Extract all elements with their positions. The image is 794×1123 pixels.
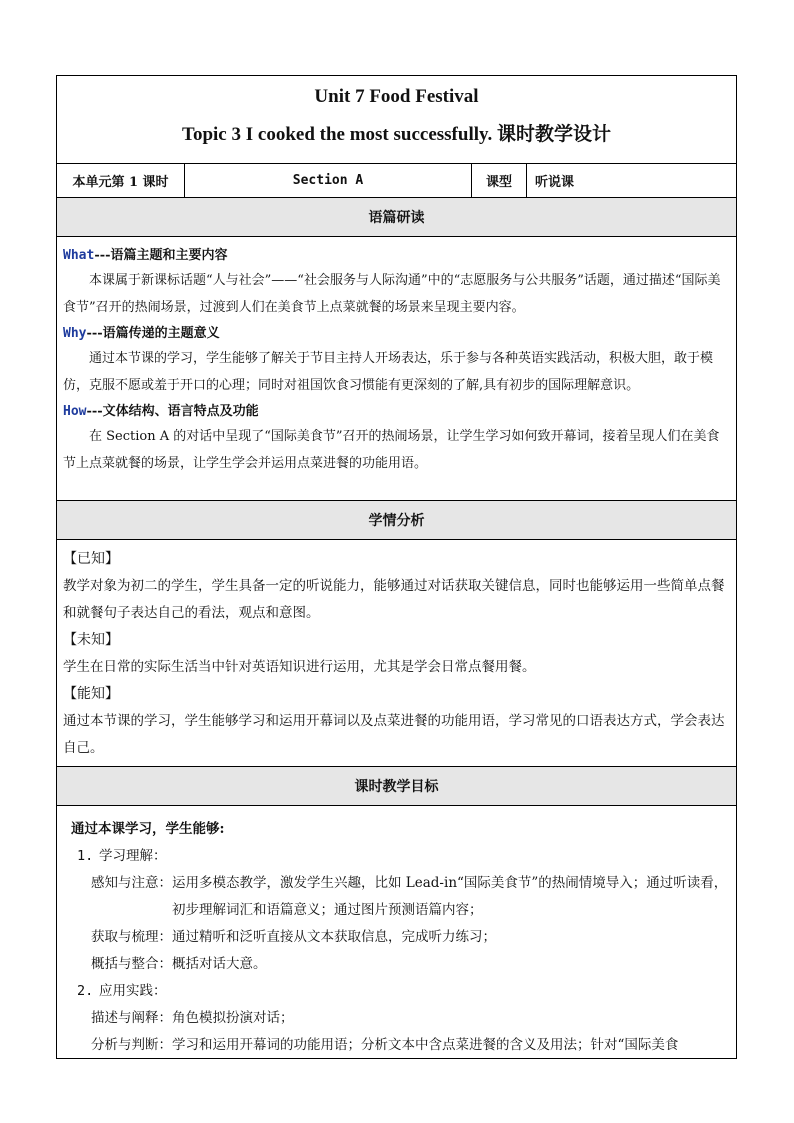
analysis-section-body bbox=[57, 540, 736, 767]
goal-item-text: 运用多模态教学，激发学生兴趣，比如 Lead-in“国际美食节”的热闹情境导入；通过听读看，初步理解词汇和语篇意义；通过图片预测语篇内容； bbox=[172, 875, 728, 918]
analysis-section-header: 学情分析 bbox=[57, 501, 736, 540]
goals-section-header: 课时教学目标 bbox=[57, 767, 736, 806]
unit-title: Unit 7 Food Festival bbox=[314, 86, 479, 107]
how-title: ---文体结构、语言特点及功能 bbox=[86, 404, 259, 419]
goal-item-label: 概括与整合： bbox=[91, 956, 172, 972]
lesson-number-cell: 本单元第 1 课时 bbox=[57, 164, 185, 197]
title-block bbox=[57, 76, 736, 164]
goal-item bbox=[71, 951, 728, 978]
lesson-plan-table bbox=[56, 75, 737, 1059]
what-keyword: What bbox=[63, 248, 95, 263]
what-paragraph: 本课属于新课标话题“人与社会”——“社会服务与人际沟通”中的“志愿服务与公共服务”话题，通过描述“国际美食节”召开的热闹场景，过渡到人们在美食节上点菜就餐的场景来呈现主要内容。 bbox=[63, 273, 721, 315]
known-text: 教学对象为初二的学生，学生具备一定的听说能力，能够通过对话获取关键信息，同时也能够运用一些简单点餐和就餐句子表达自己的看法，观点和意图。 bbox=[63, 578, 725, 621]
goals-section-body bbox=[57, 806, 736, 1059]
able-label: 【能知】 bbox=[63, 686, 119, 702]
goal-group-2-title: 应用实践： bbox=[99, 983, 167, 999]
reading-section-body bbox=[57, 237, 736, 501]
goal-item-text: 学习和运用开幕词的功能用语；分析文本中含点菜进餐的含义及用法；针对“国际美食 bbox=[172, 1037, 679, 1053]
how-keyword: How bbox=[63, 404, 87, 419]
topic-title: Topic 3 I cooked the most successfully. 课时教学设计 bbox=[182, 124, 611, 145]
section-cell: Section A bbox=[185, 164, 472, 197]
goal-item-text: 角色模拟扮演对话； bbox=[172, 1010, 294, 1026]
known-label: 【已知】 bbox=[63, 551, 119, 567]
goal-group-1-number: 1. bbox=[77, 848, 94, 864]
goal-item-label: 感知与注意： bbox=[91, 875, 172, 891]
reading-section-header: 语篇研读 bbox=[57, 198, 736, 237]
what-title: ---语篇主题和主要内容 bbox=[94, 248, 228, 263]
goal-item-label: 获取与梳理： bbox=[91, 929, 172, 945]
why-title: ---语篇传递的主题意义 bbox=[86, 326, 220, 341]
goals-intro: 通过本课学习，学生能够: bbox=[71, 821, 225, 837]
goal-item-label: 描述与阐释： bbox=[91, 1010, 172, 1026]
type-value-cell: 听说课 bbox=[535, 175, 575, 190]
unknown-text: 学生在日常的实际生活当中针对英语知识进行运用，尤其是学会日常点餐用餐。 bbox=[63, 659, 536, 675]
goal-item bbox=[71, 1005, 728, 1032]
goal-group-2 bbox=[71, 978, 728, 1005]
unknown-label: 【未知】 bbox=[63, 632, 119, 648]
goal-group-1 bbox=[71, 843, 728, 870]
goal-item-text: 概括对话大意。 bbox=[172, 956, 267, 972]
why-subheading bbox=[63, 325, 730, 343]
goal-group-2-number: 2. bbox=[77, 983, 94, 999]
why-keyword: Why bbox=[63, 326, 87, 341]
goal-item bbox=[71, 1032, 728, 1059]
goal-item bbox=[71, 924, 728, 951]
why-paragraph: 通过本节课的学习，学生能够了解关于节目主持人开场表达，乐于参与各种英语实践活动，积极大胆，敢于模仿，克服不愿或羞于开口的心理；同时对祖国饮食习惯能有更深刻的了解,具有初步的国际理解意识。 bbox=[63, 351, 714, 393]
able-text: 通过本节课的学习，学生能够学习和运用开幕词以及点菜进餐的功能用语，学习常见的口语表达方式，学会表达自己。 bbox=[63, 713, 725, 756]
goal-item-label: 分析与判断： bbox=[91, 1037, 172, 1053]
how-paragraph: 在 Section A 的对话中呈现了“国际美食节”召开的热闹场景，让学生学习如何致开幕词，接着呈现人们在美食节上点菜就餐的场景，让学生学会并运用点菜进餐的功能用语。 bbox=[63, 429, 720, 471]
type-label-cell: 课型 bbox=[472, 164, 527, 197]
info-row bbox=[57, 164, 736, 198]
what-subheading bbox=[63, 247, 730, 265]
how-subheading bbox=[63, 403, 730, 421]
goal-item-text: 通过精听和泛听直接从文本获取信息，完成听力练习； bbox=[172, 929, 496, 945]
goal-group-1-title: 学习理解： bbox=[99, 848, 167, 864]
goal-item bbox=[71, 870, 728, 924]
